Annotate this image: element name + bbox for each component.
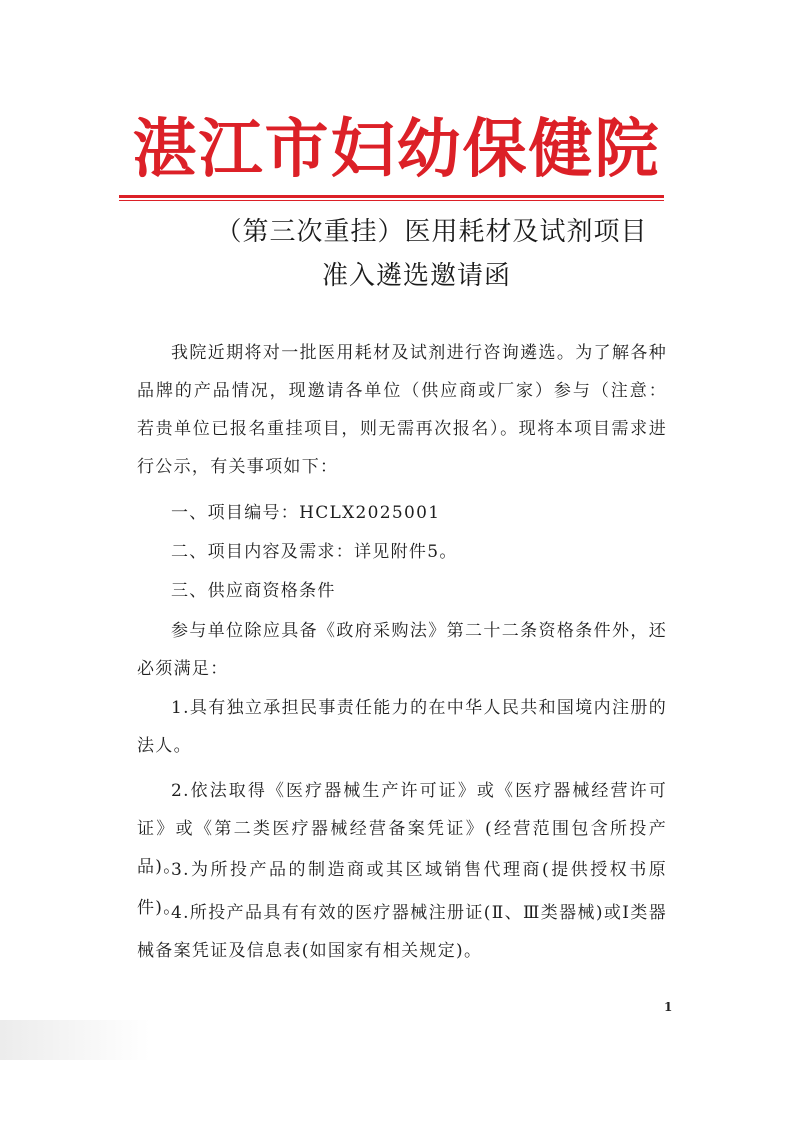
page-number: 1 [664,1000,673,1014]
condition-item-1: 1.具有独立承担民事责任能力的在中华人民共和国境内注册的法人。 [137,698,667,756]
letterhead-red-rule-thin [119,200,664,201]
letterhead-red-rule [119,195,664,198]
section-supplier-qualification-heading: 三、供应商资格条件 [171,581,336,601]
condition-item-4: 4.所投产品具有有效的医疗器械注册证(Ⅱ、Ⅲ类器械)或Ⅰ类器械备案凭证及信息表(如国家有相关规定)。 [137,903,667,961]
document-title-line1: （第三次重挂）医用耗材及试剂项目 [215,217,648,247]
scan-artifact-shade [0,1020,150,1060]
qualification-intro-paragraph: 参与单位除应具备《政府采购法》第二十二条资格条件外，还必须满足： [137,621,667,679]
letterhead-org-name: 湛江市妇幼保健院 [132,112,661,187]
section-project-number: 一、项目编号：HCLX2025001 [171,503,441,523]
condition-item-2: 2.依法取得《医疗器械生产许可证》或《医疗器械经营许可证》或《第二类医疗器械经营备案凭证》(经营范围包含所投产品)。 [137,781,667,877]
section-project-content: 二、项目内容及需求：详见附件5。 [171,542,458,562]
intro-paragraph: 我院近期将对一批医用耗材及试剂进行咨询遴选。为了解各种品牌的产品情况，现邀请各单位（供应商或厂家）参与（注意：若贵单位已报名重挂项目，则无需再次报名）。现将本项目需求进行公示，有关事项如下： [137,343,667,477]
condition-item-3: 3.为所投产品的制造商或其区域销售代理商(提供授权书原件)。 [137,860,667,918]
document-title-line2: 准入遴选邀请函 [321,261,511,291]
